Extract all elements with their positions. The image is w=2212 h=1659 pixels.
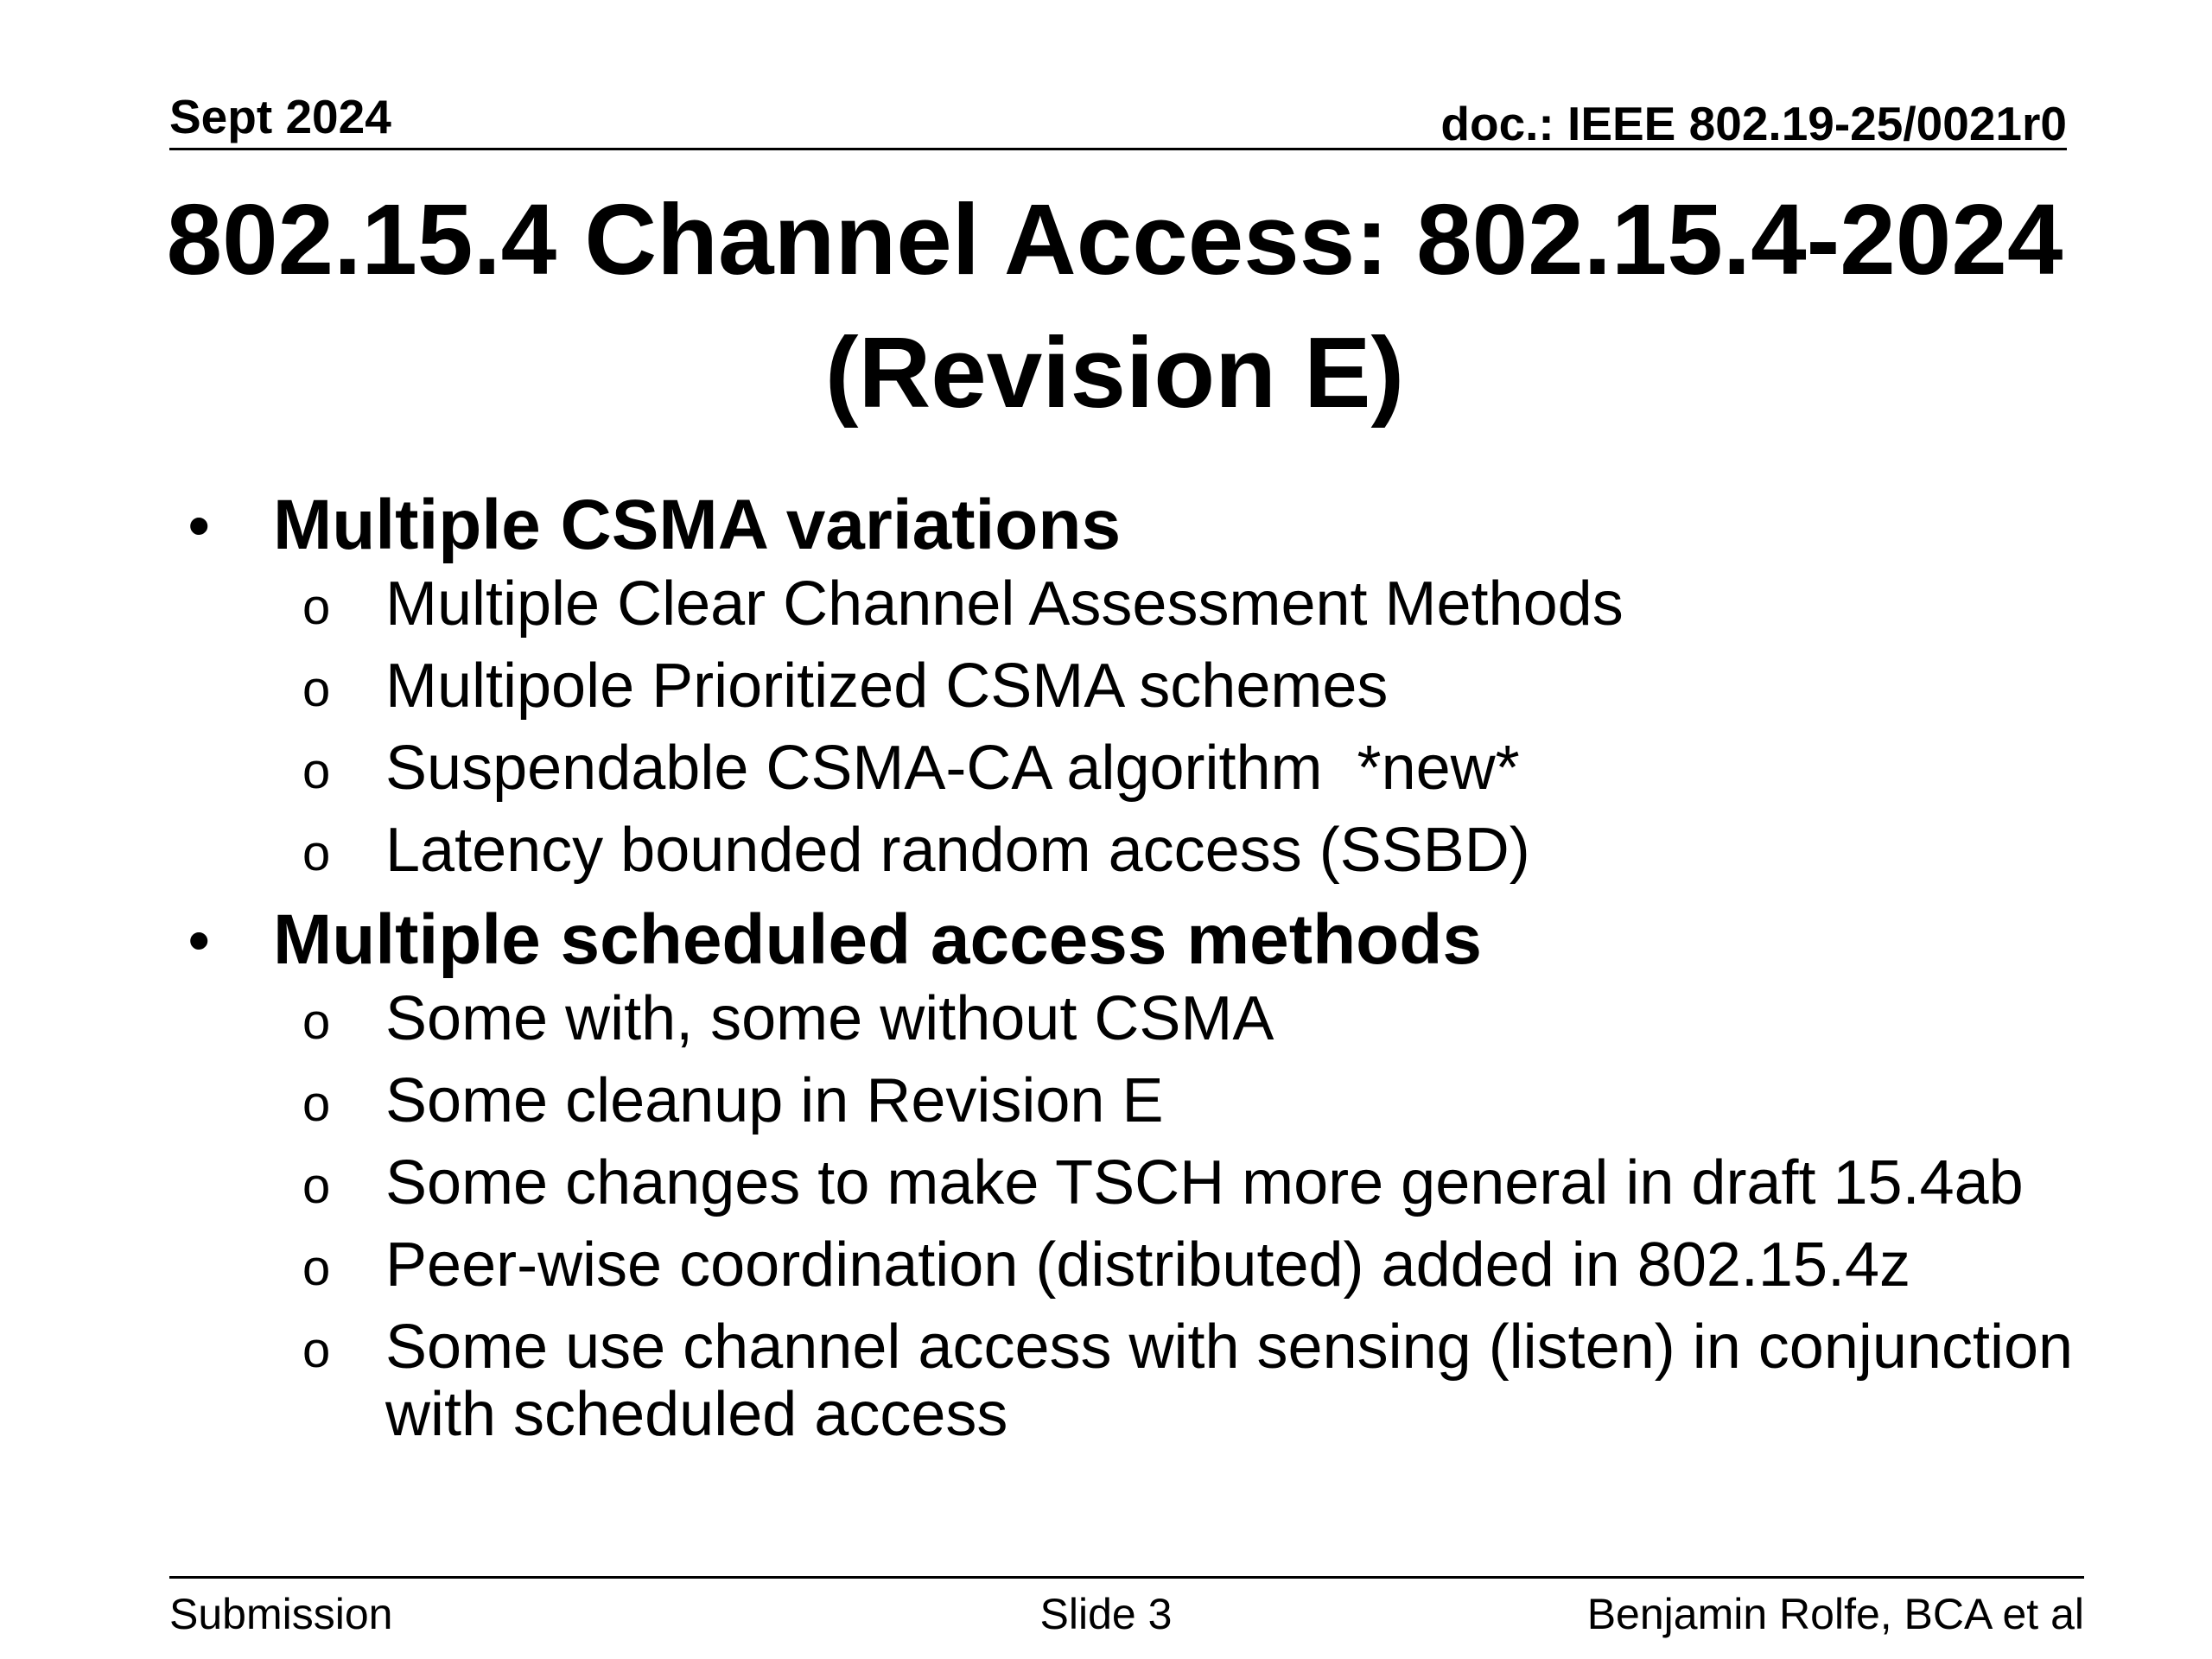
bullet-list xyxy=(0,484,2212,1463)
header-divider xyxy=(169,148,2067,150)
sub-bullet-text: Multiple Clear Channel Assessment Methods xyxy=(385,569,1624,639)
bullet-symbol: • xyxy=(188,492,210,559)
sub-bullet-text: Multipole Prioritized CSMA schemes xyxy=(385,652,1389,721)
sub-bullet-item xyxy=(0,1067,2212,1149)
sub-bullet-text: Some cleanup in Revision E xyxy=(385,1066,1164,1135)
sub-bullet-text: Some changes to make TSCH more general in draft 15.4ab xyxy=(385,1148,2024,1217)
sub-bullet-item xyxy=(0,652,2212,734)
bullet-item xyxy=(0,899,2212,982)
slide-title-line-2: (Revision E) xyxy=(824,316,1405,429)
sub-bullet-symbol: o xyxy=(302,579,331,635)
sub-bullet-item xyxy=(0,1313,2212,1463)
sub-bullet-item xyxy=(0,1149,2212,1231)
sub-bullet-symbol: o xyxy=(302,1158,331,1214)
sub-bullet-item xyxy=(0,1231,2212,1313)
sub-bullet-text: Latency bounded random access (SSBD) xyxy=(385,816,1530,885)
sub-bullet-item xyxy=(0,817,2212,899)
footer-divider xyxy=(169,1576,2084,1579)
sub-bullet-symbol: o xyxy=(302,994,331,1050)
sub-bullet-text: Suspendable CSMA-CA algorithm *new* xyxy=(385,734,1520,803)
sub-bullet-symbol: o xyxy=(302,743,331,799)
footer-slide-number: Slide 3 xyxy=(1039,1590,1173,1638)
bullet-text: Multiple CSMA variations xyxy=(273,486,1122,564)
slide-title-line-1: 802.15.4 Channel Access: 802.15.4-2024 xyxy=(166,183,2063,296)
sub-bullet-symbol: o xyxy=(302,1322,331,1378)
bullet-item xyxy=(0,484,2212,567)
bullet-symbol: • xyxy=(188,906,210,974)
sub-bullet-text: Some with, some without CSMA xyxy=(385,984,1274,1053)
sub-bullet-symbol: o xyxy=(302,1240,331,1296)
footer-submission: Submission xyxy=(169,1590,393,1638)
sub-bullet-text: Peer-wise coordination (distributed) added in 802.15.4z xyxy=(385,1230,1911,1300)
sub-bullet-item xyxy=(0,985,2212,1067)
bullet-text: Multiple scheduled access methods xyxy=(273,900,1482,979)
sub-bullet-symbol: o xyxy=(302,1076,331,1132)
header-date: Sept 2024 xyxy=(169,90,391,143)
sub-bullet-item xyxy=(0,570,2212,652)
footer-author: Benjamin Rolfe, BCA et al xyxy=(1586,1590,2084,1638)
slide-title xyxy=(138,173,2091,439)
header-doc-id: doc.: IEEE 802.19-25/0021r0 xyxy=(1440,97,2067,150)
sub-bullet-item xyxy=(0,734,2212,817)
sub-bullet-symbol: o xyxy=(302,661,331,717)
sub-bullet-symbol: o xyxy=(302,825,331,881)
sub-bullet-text: Some use channel access with sensing (listen) in conjunction with scheduled access xyxy=(385,1313,2091,1449)
